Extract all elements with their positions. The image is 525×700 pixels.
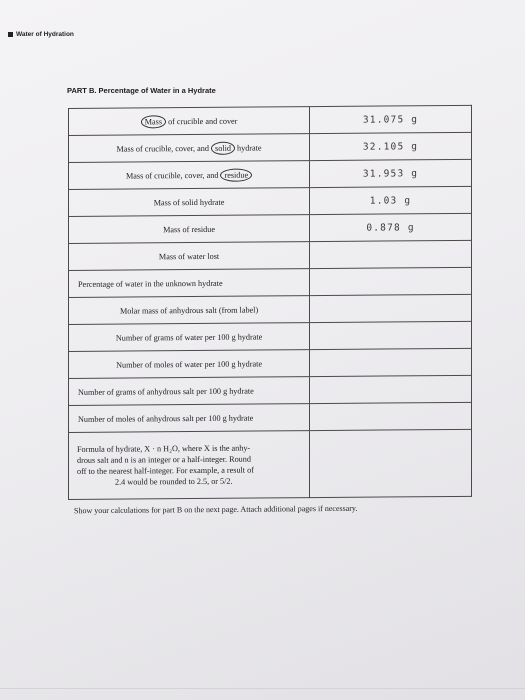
formula-line: off to the nearest half-integer. For example, a result of	[77, 465, 254, 476]
section-header	[8, 31, 74, 38]
value-cell[interactable]	[310, 321, 472, 349]
label-text: hydrate	[234, 142, 262, 153]
table-row	[69, 159, 472, 189]
value-cell[interactable]	[310, 402, 472, 430]
part-title: PART B. Percentage of Water in a Hydrate	[67, 86, 216, 95]
table-row	[69, 240, 472, 270]
value-cell[interactable]	[310, 348, 472, 376]
handwritten-value: 32.105 g	[362, 140, 419, 153]
label-text: Mass of crucible, cover, and	[116, 143, 212, 154]
square-bullet-icon	[8, 32, 13, 37]
label-text: of crucible and cover	[166, 116, 238, 126]
row-label: Percentage of water in the unknown hydrate	[69, 269, 310, 298]
circled-word: Mass	[141, 115, 166, 128]
formula-line: Formula of hydrate, X · n H₂O, where X is the anhy-	[77, 443, 251, 454]
row-label: Molar mass of anhydrous salt (from label)	[69, 296, 310, 325]
value-cell[interactable]	[310, 105, 472, 133]
table-row	[69, 348, 472, 378]
row-label	[69, 107, 310, 136]
handwritten-value: 1.03 g	[369, 194, 412, 207]
row-label: Number of grams of anhydrous salt per 100 g hydrate	[69, 377, 310, 406]
table-row	[69, 105, 472, 135]
row-label	[69, 134, 310, 163]
value-cell[interactable]	[310, 159, 472, 187]
row-label: Mass of water lost	[69, 242, 310, 271]
circled-word: residue	[220, 168, 252, 181]
value-cell[interactable]	[310, 132, 472, 160]
value-cell[interactable]	[310, 294, 472, 322]
row-label: Number of moles of anhydrous salt per 100 g hydrate	[69, 404, 310, 433]
value-cell[interactable]	[310, 186, 472, 214]
formula-line: 2.4 would be rounded to 2.5, or 5/2.	[115, 476, 233, 487]
table-row	[69, 321, 472, 351]
formula-label	[69, 431, 310, 500]
page-edge-divider	[0, 688, 525, 689]
row-label	[69, 161, 310, 190]
table-row	[69, 375, 472, 405]
row-label: Mass of residue	[69, 215, 310, 244]
handwritten-value: 31.953 g	[362, 167, 419, 180]
circled-word: solid	[211, 141, 235, 154]
handwritten-value: 0.878 g	[366, 221, 415, 234]
row-label: Number of moles of water per 100 g hydrate	[69, 350, 310, 379]
footer-note: Show your calculations for part B on the next page. Attach additional pages if necessary.	[73, 503, 358, 516]
value-cell[interactable]	[310, 267, 472, 295]
table-row	[69, 186, 472, 216]
table-row	[69, 267, 472, 297]
section-label: Water of Hydration	[16, 31, 74, 38]
label-text: Mass of crucible, cover, and	[125, 170, 221, 181]
handwritten-value: 31.075 g	[362, 113, 419, 126]
formula-line: drous salt and n is an integer or a half-integer. Round	[77, 454, 251, 465]
value-cell[interactable]	[310, 375, 472, 403]
results-table	[68, 105, 472, 500]
value-cell[interactable]	[310, 240, 472, 268]
table-row	[69, 132, 472, 162]
formula-value-cell[interactable]	[310, 429, 472, 497]
table-row	[69, 402, 472, 432]
row-label: Mass of solid hydrate	[69, 188, 310, 217]
table-row	[69, 294, 472, 324]
table-row	[69, 213, 472, 243]
table-row-formula	[69, 429, 472, 499]
row-label: Number of grams of water per 100 g hydrate	[69, 323, 310, 352]
value-cell[interactable]	[310, 213, 472, 241]
